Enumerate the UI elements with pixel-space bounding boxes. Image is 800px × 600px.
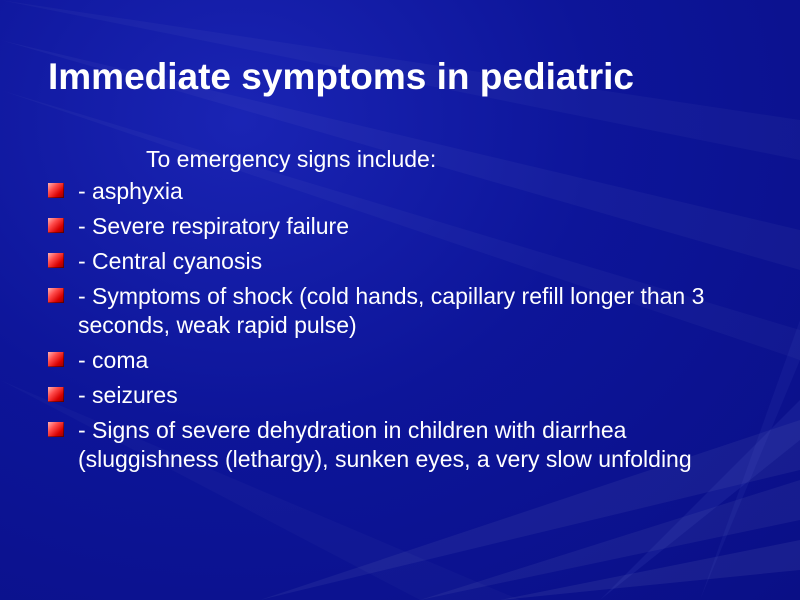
red-square-bullet-icon <box>48 352 64 367</box>
red-square-bullet-icon <box>48 183 64 198</box>
red-square-bullet-icon <box>48 422 64 437</box>
bullet-text: - coma <box>78 347 149 373</box>
bullet-item-seizures <box>48 381 748 410</box>
bullet-item-dehydration <box>48 416 748 474</box>
bullet-item-coma <box>48 346 748 375</box>
red-square-bullet-icon <box>48 253 64 268</box>
bullet-text: - Signs of severe dehydration in children with diarrhea (sluggishness (lethargy), sunken eyes, a very slow unfolding <box>78 417 692 472</box>
bullet-list <box>48 177 748 480</box>
intro-text: To emergency signs include: <box>146 146 437 172</box>
red-square-bullet-icon <box>48 288 64 303</box>
bullet-text: - Severe respiratory failure <box>78 213 349 239</box>
bullet-text: - Symptoms of shock (cold hands, capillary refill longer than 3 seconds, weak rapid pulse) <box>78 283 705 338</box>
bullet-item-asphyxia <box>48 177 748 206</box>
bullet-text: - seizures <box>78 382 178 408</box>
bullet-item-cyanosis <box>48 247 748 276</box>
slide-title: Immediate symptoms in pediatric <box>48 56 635 97</box>
red-square-bullet-icon <box>48 387 64 402</box>
red-square-bullet-icon <box>48 218 64 233</box>
bullet-text: - asphyxia <box>78 178 183 204</box>
bullet-item-shock <box>48 282 748 340</box>
bullet-text: - Central cyanosis <box>78 248 263 274</box>
bullet-item-respiratory-failure <box>48 212 748 241</box>
